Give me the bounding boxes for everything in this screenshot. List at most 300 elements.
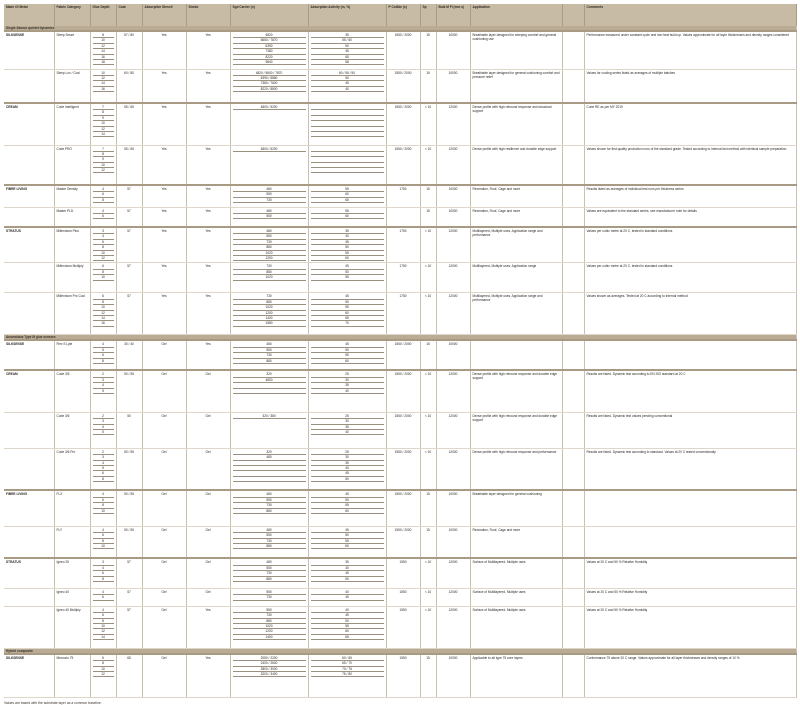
- cell-line: 4: [93, 461, 114, 466]
- cell-line: 6: [93, 571, 114, 576]
- bulk-cell: 10000: [436, 207, 470, 227]
- stroke-cell: Yes: [186, 263, 230, 293]
- cell-lines: [311, 608, 384, 640]
- cell-line: 50: [311, 44, 384, 49]
- stroke-cell: Yes: [186, 145, 230, 185]
- cell-line: [311, 168, 384, 173]
- coat-cell: 30 / 40: [116, 340, 142, 370]
- cell-line: 9: [93, 157, 114, 162]
- coat-cell: 55 / 65: [116, 145, 142, 185]
- blank-cell: [562, 31, 584, 69]
- bulk-cell: 10000: [436, 185, 470, 207]
- manufacturer-cell: [4, 606, 54, 648]
- manufacturer-cell: SILKSENSE: [4, 31, 54, 69]
- cell-line: 60 / 65: [311, 656, 384, 661]
- stroke-cell: Gel: [186, 370, 230, 412]
- cell-line: 730: [233, 294, 306, 299]
- activity-cell: [308, 370, 386, 412]
- cell-line: 60: [311, 256, 384, 261]
- cell-line: 4800 / 5200: [233, 105, 306, 110]
- sp-cell: 15: [420, 185, 436, 207]
- sp-cell: < 10: [420, 263, 436, 293]
- col-header: Sgd Carrier (n): [230, 4, 308, 26]
- cell-line: 6: [93, 353, 114, 358]
- bulk-cell: 10000: [436, 526, 470, 558]
- stroke-cell: Yes: [186, 207, 230, 227]
- activity-cell: [308, 654, 386, 698]
- cell-line: 550: [233, 192, 306, 197]
- bulk-cell: 12000: [436, 103, 470, 145]
- activity-cell: [308, 606, 386, 648]
- manufacturer-cell: FIBRE LIVING: [4, 185, 54, 207]
- col-header: Made Of Metal: [4, 4, 54, 26]
- table-row: [4, 370, 796, 412]
- blank-cell: [562, 654, 584, 698]
- collide-cell: 1550 / 2000: [386, 103, 420, 145]
- cell-line: 6390: [233, 44, 306, 49]
- col-header: Stroke: [186, 4, 230, 26]
- bulk-cell: 12000: [436, 588, 470, 606]
- cell-line: 7: [93, 105, 114, 110]
- coat-cell: 50 / 55: [116, 490, 142, 526]
- sp-cell: < 10: [420, 370, 436, 412]
- comments-cell: Performance measured under constant cycle and low heat build up. Values approximate for all layer thicknesses and density ranges considered: [584, 31, 796, 69]
- depth-cell: [90, 145, 116, 185]
- collide-cell: 1550 / 2000: [386, 31, 420, 69]
- activity-cell: [308, 263, 386, 293]
- blank-cell: [562, 207, 584, 227]
- bulk-cell: 12000: [436, 412, 470, 448]
- cell-line: 550: [233, 234, 306, 239]
- bulk-cell: 12000: [436, 558, 470, 588]
- activity-cell: [308, 185, 386, 207]
- category-cell: Sleep Lux / Cool: [54, 69, 90, 103]
- application-cell: Recreation, Roof, Cage and more: [470, 207, 562, 227]
- cell-line: 12: [93, 168, 114, 173]
- cell-line: [311, 132, 384, 137]
- blank-cell: [562, 227, 584, 263]
- blank-cell: [562, 588, 584, 606]
- cell-line: 8: [93, 110, 114, 115]
- cell-line: 480: [233, 187, 306, 192]
- coat-cell: 65: [116, 654, 142, 698]
- cell-line: 4: [93, 425, 114, 430]
- cell-lines: [233, 590, 306, 601]
- comments-cell: [584, 340, 796, 370]
- absorptive-cell: Gel: [142, 448, 186, 490]
- cell-lines: [311, 187, 384, 203]
- cell-line: 40: [311, 430, 384, 435]
- carrier-cell: [230, 606, 308, 648]
- cell-line: 8: [93, 270, 114, 275]
- bulk-cell: 10000: [436, 340, 470, 370]
- section-label: Hybrid composite: [4, 648, 796, 654]
- col-header: Sp: [420, 4, 436, 26]
- cell-line: 8: [93, 539, 114, 544]
- category-cell: Cube 3/5: [54, 370, 90, 412]
- depth-cell: [90, 370, 116, 412]
- cell-line: 4: [93, 342, 114, 347]
- blank-cell: [562, 606, 584, 648]
- cell-lines: [233, 372, 306, 394]
- cell-line: 4: [93, 528, 114, 533]
- manufacturer-cell: [4, 448, 54, 490]
- cell-line: 6: [93, 264, 114, 269]
- cell-lines: [233, 105, 306, 110]
- cell-line: 550: [233, 348, 306, 353]
- cell-line: 9: [93, 116, 114, 121]
- cell-line: 4: [93, 383, 114, 388]
- cell-line: 480: [233, 560, 306, 565]
- cell-line: 10: [93, 544, 114, 549]
- depth-cell: [90, 654, 116, 698]
- cell-line: 880: [233, 544, 306, 549]
- cell-line: 730: [233, 503, 306, 508]
- blank-cell: [562, 526, 584, 558]
- cell-line: 12: [93, 672, 114, 677]
- cell-lines: [93, 105, 114, 137]
- table-row: [4, 69, 796, 103]
- sp-cell: < 10: [420, 588, 436, 606]
- bulk-cell: 10000: [436, 490, 470, 526]
- cell-line: 60: [311, 192, 384, 197]
- cell-lines: [311, 294, 384, 326]
- cell-line: 45: [311, 613, 384, 618]
- coat-cell: 57: [116, 185, 142, 207]
- cell-lines: [311, 105, 384, 137]
- cell-line: 550: [233, 590, 306, 595]
- cell-lines: [233, 414, 306, 419]
- cell-lines: [233, 229, 306, 261]
- cell-line: 5: [93, 430, 114, 435]
- stroke-cell: Yes: [186, 654, 230, 698]
- absorptive-cell: Gel: [142, 654, 186, 698]
- application-cell: Dense profile with high rebound response and durable edge support: [470, 370, 562, 412]
- cell-lines: [93, 372, 114, 394]
- cell-line: 55: [311, 353, 384, 358]
- cell-line: 35: [311, 33, 384, 38]
- cell-line: 880: [233, 509, 306, 514]
- cell-line: 7380 / 7600: [233, 81, 306, 86]
- category-cell: Millennium Plus: [54, 227, 90, 263]
- activity-cell: [308, 69, 386, 103]
- cell-lines: [311, 590, 384, 601]
- cell-line: 8: [93, 198, 114, 203]
- header-row: [4, 4, 796, 26]
- manufacturer-cell: [4, 207, 54, 227]
- sp-cell: 15: [420, 340, 436, 370]
- cell-line: 6: [93, 471, 114, 476]
- cell-line: 10: [93, 71, 114, 76]
- table-row: [4, 526, 796, 558]
- depth-cell: [90, 263, 116, 293]
- cell-line: 45: [311, 342, 384, 347]
- cell-line: 14: [93, 635, 114, 640]
- depth-cell: [90, 606, 116, 648]
- blank-cell: [562, 448, 584, 490]
- blank-cell: [562, 103, 584, 145]
- category-cell: Igneo 40: [54, 588, 90, 606]
- cell-line: 1200: [233, 256, 306, 261]
- category-cell: Master Density: [54, 185, 90, 207]
- cell-line: 3: [93, 419, 114, 424]
- application-cell: Dense profile with high rebound response and performance: [470, 448, 562, 490]
- coat-cell: 50 / 55: [116, 370, 142, 412]
- cell-line: 1400: [233, 635, 306, 640]
- cell-lines: [93, 71, 114, 93]
- carrier-cell: [230, 207, 308, 227]
- carrier-cell: [230, 185, 308, 207]
- comments-cell: Values shown for first quality production runs of the standard grade. Tested according to internal test method with identical sample preparation: [584, 145, 796, 185]
- comments-cell: Values per cubic metre at 20 C, tested in standard conditions: [584, 227, 796, 263]
- cell-lines: [93, 147, 114, 174]
- cell-line: 7380: [233, 49, 306, 54]
- sp-cell: < 10: [420, 558, 436, 588]
- table-row: [4, 490, 796, 526]
- cell-lines: [93, 608, 114, 640]
- stroke-cell: Gel: [186, 558, 230, 588]
- collide-cell: 1550 / 2000: [386, 145, 420, 185]
- cell-line: 730: [233, 264, 306, 269]
- cell-line: 4820: [233, 33, 306, 38]
- table-row: [4, 412, 796, 448]
- stroke-cell: Yes: [186, 69, 230, 103]
- absorptive-cell: Yes: [142, 31, 186, 69]
- cell-line: 480: [233, 209, 306, 214]
- collide-cell: 1550: [386, 588, 420, 606]
- cell-line: 1200: [233, 311, 306, 316]
- cell-line: 75 / 80: [311, 672, 384, 677]
- depth-cell: [90, 448, 116, 490]
- cell-line: 550: [233, 533, 306, 538]
- cell-line: 1400: [233, 316, 306, 321]
- cell-line: 730: [233, 539, 306, 544]
- cell-lines: [93, 187, 114, 203]
- coat-cell: 50: [116, 412, 142, 448]
- manufacturer-cell: SILKSENSE: [4, 340, 54, 370]
- cell-line: 6: [93, 192, 114, 197]
- absorptive-cell: Yes: [142, 207, 186, 227]
- sp-cell: < 10: [420, 448, 436, 490]
- bulk-cell: 12000: [436, 448, 470, 490]
- cell-line: 60: [311, 359, 384, 364]
- blank-cell: [562, 340, 584, 370]
- cell-line: 12: [93, 256, 114, 261]
- cell-lines: [233, 147, 306, 152]
- carrier-cell: [230, 588, 308, 606]
- cell-lines: [233, 528, 306, 550]
- collide-cell: 1750: [386, 227, 420, 263]
- cell-line: 55: [311, 624, 384, 629]
- category-cell: Millennium Multiply: [54, 263, 90, 293]
- cell-line: 40: [311, 608, 384, 613]
- carrier-cell: [230, 293, 308, 335]
- absorptive-cell: Gel: [142, 490, 186, 526]
- absorptive-cell: Gel: [142, 606, 186, 648]
- sp-cell: 15: [420, 490, 436, 526]
- cell-line: 14: [93, 49, 114, 54]
- cell-line: 10: [93, 509, 114, 514]
- cell-lines: [93, 450, 114, 482]
- cell-lines: [233, 209, 306, 220]
- application-cell: [470, 340, 562, 370]
- stroke-cell: Gel: [186, 448, 230, 490]
- cell-line: 50: [311, 76, 384, 81]
- cell-line: 18: [93, 60, 114, 65]
- cell-line: 550: [233, 498, 306, 503]
- cell-line: 35: [311, 425, 384, 430]
- absorptive-cell: Gel: [142, 370, 186, 412]
- cell-line: 5: [93, 389, 114, 394]
- stroke-cell: Yes: [186, 293, 230, 335]
- table-row: [4, 31, 796, 69]
- stroke-cell: Yes: [186, 31, 230, 69]
- cell-line: 3: [93, 229, 114, 234]
- activity-cell: [308, 448, 386, 490]
- cell-lines: [233, 187, 306, 203]
- cell-line: 5650 / 7870: [233, 38, 306, 43]
- manufacturer-cell: [4, 263, 54, 293]
- col-header: Coat: [116, 4, 142, 26]
- cell-line: 60: [311, 311, 384, 316]
- manufacturer-cell: [4, 145, 54, 185]
- cell-line: 30: [311, 419, 384, 424]
- application-cell: Dense profile with high rebound response and structural support: [470, 103, 562, 145]
- cell-line: 4800 / 5200: [233, 147, 306, 152]
- table-row: [4, 263, 796, 293]
- cell-line: [233, 477, 306, 482]
- cell-line: 55: [311, 209, 384, 214]
- cell-line: 4820 / 5600 / 7870: [233, 71, 306, 76]
- cell-line: 3: [93, 378, 114, 383]
- cell-line: 50: [311, 348, 384, 353]
- depth-cell: [90, 412, 116, 448]
- coat-cell: 57: [116, 263, 142, 293]
- absorptive-cell: Yes: [142, 103, 186, 145]
- spec-table: [4, 4, 797, 698]
- coat-cell: 57: [116, 588, 142, 606]
- cell-line: 35: [311, 229, 384, 234]
- cell-line: 10: [93, 667, 114, 672]
- cell-line: [233, 389, 306, 394]
- activity-cell: [308, 490, 386, 526]
- blank-cell: [562, 412, 584, 448]
- cell-line: 1580: [233, 321, 306, 326]
- collide-cell: 1550: [386, 654, 420, 698]
- comments-cell: [584, 490, 796, 526]
- activity-cell: [308, 31, 386, 69]
- cell-line: 8: [93, 245, 114, 250]
- carrier-cell: [230, 412, 308, 448]
- depth-cell: [90, 526, 116, 558]
- cell-line: 16: [93, 55, 114, 60]
- sp-cell: 15: [420, 654, 436, 698]
- cell-line: 50: [311, 300, 384, 305]
- application-cell: Recreation, Roof, Cage and more: [470, 185, 562, 207]
- carrier-cell: [230, 558, 308, 588]
- cell-line: 3: [93, 455, 114, 460]
- activity-cell: [308, 340, 386, 370]
- category-cell: FLY: [54, 526, 90, 558]
- collide-cell: 1550 / 2000: [386, 370, 420, 412]
- comments-cell: Cube RE as per MY 2019: [584, 103, 796, 145]
- table-row: [4, 103, 796, 145]
- cell-line: 8: [93, 477, 114, 482]
- collide-cell: 1550 / 2000: [386, 69, 420, 103]
- cell-line: 730: [233, 353, 306, 358]
- cell-line: 30: [311, 455, 384, 460]
- carrier-cell: [230, 31, 308, 69]
- depth-cell: [90, 185, 116, 207]
- category-cell: Cube PRO: [54, 145, 90, 185]
- activity-cell: [308, 207, 386, 227]
- cell-line: 10: [93, 38, 114, 43]
- cell-line: 14: [93, 81, 114, 86]
- cell-lines: [93, 528, 114, 550]
- cell-line: 25: [311, 450, 384, 455]
- activity-cell: [308, 588, 386, 606]
- cell-line: 8: [93, 152, 114, 157]
- cell-line: 55: [311, 539, 384, 544]
- cell-line: 40: [311, 566, 384, 571]
- sp-cell: < 10: [420, 293, 436, 335]
- cell-line: 45: [311, 294, 384, 299]
- category-cell: Flex S Lyte: [54, 340, 90, 370]
- application-cell: Recreation, Roof, Cage and more: [470, 526, 562, 558]
- cell-line: 25: [311, 414, 384, 419]
- manufacturer-cell: FIBRE LIVING: [4, 490, 54, 526]
- blank-cell: [562, 558, 584, 588]
- carrier-cell: [230, 370, 308, 412]
- blank-cell: [562, 490, 584, 526]
- cell-line: 55: [311, 187, 384, 192]
- cell-lines: [93, 560, 114, 582]
- cell-line: 50: [311, 619, 384, 624]
- cell-line: 4: [93, 187, 114, 192]
- cell-line: 2050 / 2200: [233, 656, 306, 661]
- cell-line: 45: [311, 471, 384, 476]
- cell-line: 45: [311, 264, 384, 269]
- cell-line: 16: [93, 87, 114, 92]
- cell-lines: [233, 450, 306, 482]
- cell-line: 10: [93, 305, 114, 310]
- cell-line: 55: [311, 305, 384, 310]
- collide-cell: 1550: [386, 606, 420, 648]
- manufacturer-cell: CREAM: [4, 103, 54, 145]
- cell-line: 10: [93, 275, 114, 280]
- cell-line: 2: [93, 450, 114, 455]
- table-row: [4, 558, 796, 588]
- sp-cell: < 10: [420, 606, 436, 648]
- cell-line: 60: [311, 544, 384, 549]
- bulk-cell: 12000: [436, 227, 470, 263]
- cell-line: 14: [93, 132, 114, 137]
- cell-lines: [233, 264, 306, 280]
- cell-line: 8: [93, 359, 114, 364]
- coat-cell: 60 / 80: [116, 69, 142, 103]
- application-cell: Dense profile with high rebound response and durable edge support: [470, 412, 562, 448]
- cell-line: 8: [93, 661, 114, 666]
- table-row: [4, 207, 796, 227]
- cell-lines: [311, 560, 384, 582]
- cell-line: 45: [311, 240, 384, 245]
- depth-cell: [90, 588, 116, 606]
- cell-lines: [311, 342, 384, 364]
- comments-cell: Values at 20 C and 50 % Relative Humidity: [584, 606, 796, 648]
- table-row: [4, 145, 796, 185]
- stroke-cell: Gel: [186, 412, 230, 448]
- cell-line: 480: [233, 492, 306, 497]
